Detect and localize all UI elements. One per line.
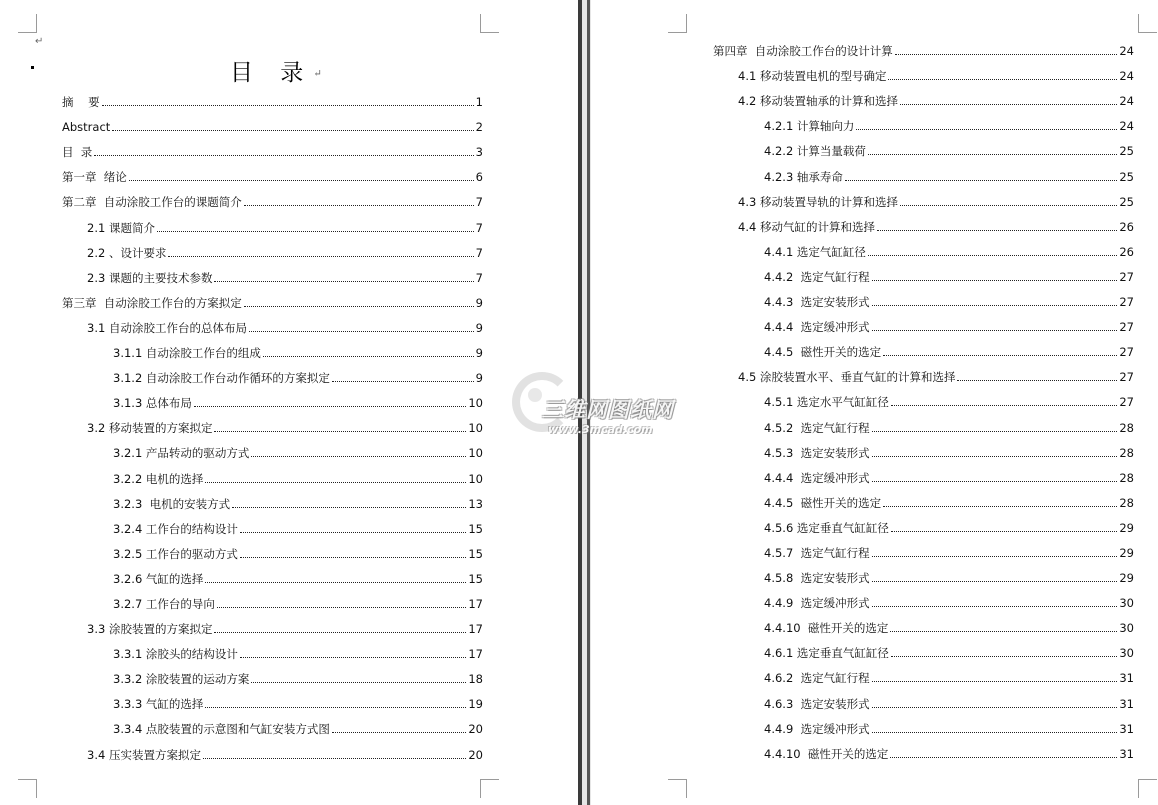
toc-leader-dots <box>891 531 1117 532</box>
toc-entry-page: 25 <box>1119 194 1134 209</box>
toc-entry-page: 28 <box>1119 495 1134 510</box>
toc-leader-dots <box>332 732 466 733</box>
toc-entry[interactable] <box>713 485 1134 510</box>
toc-entry-page: 24 <box>1119 94 1134 109</box>
toc-entry[interactable] <box>713 610 1134 635</box>
toc-entry-title: 第二章 自动涂胶工作台的课题简介 <box>62 195 242 210</box>
toc-entry-title: 4.3 移动装置导轨的计算和选择 <box>738 194 898 209</box>
toc-entry-title: 3.3.1 涂胶头的结构设计 <box>113 647 238 662</box>
toc-entry[interactable] <box>713 736 1134 761</box>
toc-entry[interactable] <box>62 460 483 485</box>
toc-entry-page: 30 <box>1119 646 1134 661</box>
toc-entry-title: 4.2 移动装置轴承的计算和选择 <box>738 94 898 109</box>
toc-entry-page: 27 <box>1119 395 1134 410</box>
toc-entry-title: 3.1 自动涂胶工作台的总体布局 <box>87 320 247 335</box>
toc-leader-dots <box>872 681 1118 682</box>
crop-mark <box>480 779 499 798</box>
toc-entry-title: 2.3 课题的主要技术参数 <box>87 270 213 285</box>
toc-entry-page: 28 <box>1119 470 1134 485</box>
toc-leader-dots <box>129 180 474 181</box>
toc-entry-title: 4.4.1 选定气缸缸径 <box>764 244 866 259</box>
toc-entry[interactable] <box>62 159 483 184</box>
toc-entry-page: 28 <box>1119 420 1134 435</box>
toc-entry-title: 4.5.2 选定气缸行程 <box>764 420 870 435</box>
toc-entry[interactable] <box>713 58 1134 83</box>
toc-entry[interactable] <box>62 511 483 536</box>
toc-entry-title: 4.4.10 磁性开关的选定 <box>764 621 889 636</box>
toc-leader-dots <box>883 506 1117 507</box>
toc-entry-title: 3.2.2 电机的选择 <box>113 471 204 486</box>
toc-entry-page: 3 <box>475 145 483 160</box>
page-edge <box>578 0 582 805</box>
toc-entry-title: 3.2.5 工作台的驱动方式 <box>113 546 238 561</box>
toc-entry-page: 7 <box>475 270 483 285</box>
toc-entry[interactable] <box>713 535 1134 560</box>
toc-entry[interactable] <box>62 686 483 711</box>
toc-entry[interactable] <box>713 309 1134 334</box>
toc-leader-dots <box>890 757 1117 758</box>
toc-leader-dots <box>205 582 466 583</box>
toc-entry[interactable] <box>713 133 1134 158</box>
toc-entry[interactable] <box>62 661 483 686</box>
toc-title <box>230 54 322 87</box>
toc-entry-page: 1 <box>475 95 483 110</box>
toc-leader-dots <box>240 657 466 658</box>
toc-entry-title: 4.4.4 选定缓冲形式 <box>764 470 870 485</box>
toc-entry[interactable] <box>62 84 483 109</box>
toc-entry-page: 28 <box>1119 445 1134 460</box>
toc-entry[interactable] <box>713 33 1134 58</box>
toc-entry-title: 3.2.1 产品转动的驱动方式 <box>113 446 250 461</box>
toc-entry-title: 4.2.1 计算轴向力 <box>764 119 855 134</box>
toc-entry-title: 3.1.2 自动涂胶工作台动作循环的方案拟定 <box>113 371 330 386</box>
toc-entry[interactable] <box>713 184 1134 209</box>
toc-entry-page: 29 <box>1119 571 1134 586</box>
toc-entry[interactable] <box>62 335 483 360</box>
toc-leader-dots <box>232 507 466 508</box>
bullet-dot <box>31 66 34 69</box>
crop-mark <box>18 779 37 798</box>
toc-entry[interactable] <box>62 711 483 736</box>
toc-entry-title: 4.5.8 选定安装形式 <box>764 571 870 586</box>
toc-entry-page: 27 <box>1119 370 1134 385</box>
toc-leader-dots <box>205 482 466 483</box>
toc-entry-page: 19 <box>468 697 483 712</box>
toc-entry-title: 4.4 移动气缸的计算和选择 <box>738 219 875 234</box>
page-edge <box>587 0 590 805</box>
crop-mark <box>668 14 687 33</box>
toc-entry-title: 4.4.4 选定缓冲形式 <box>764 320 870 335</box>
toc-leader-dots <box>883 355 1117 356</box>
toc-entry-title: 4.6.1 选定垂直气缸缸径 <box>764 646 889 661</box>
crop-mark <box>18 14 37 33</box>
toc-entry[interactable] <box>62 611 483 636</box>
toc-entry-page: 24 <box>1119 119 1134 134</box>
toc-entry-title: 目 录 <box>62 145 93 160</box>
toc-leader-dots <box>168 256 473 257</box>
toc-entry-title: 4.4.2 选定气缸行程 <box>764 269 870 284</box>
toc-entry-title: 4.6.3 选定安装形式 <box>764 696 870 711</box>
toc-entry-page: 27 <box>1119 295 1134 310</box>
toc-entry-page: 9 <box>475 295 483 310</box>
toc-entry-page: 13 <box>468 496 483 511</box>
toc-entry[interactable] <box>62 209 483 234</box>
toc-leader-dots <box>872 431 1118 432</box>
toc-entry-page: 17 <box>468 596 483 611</box>
toc-entry[interactable] <box>62 410 483 435</box>
toc-entry-title: 4.4.5 磁性开关的选定 <box>764 345 882 360</box>
toc-entry[interactable] <box>713 435 1134 460</box>
toc-entry-title: 3.2.3 电机的安装方式 <box>113 496 231 511</box>
toc-entry-page: 10 <box>468 421 483 436</box>
toc-leader-dots <box>214 431 466 432</box>
toc-leader-dots <box>891 656 1117 657</box>
toc-entry-page: 7 <box>475 245 483 260</box>
toc-entry-title: 3.1.3 总体布局 <box>113 396 192 411</box>
toc-entry[interactable] <box>62 260 483 285</box>
toc-leader-dots <box>244 205 474 206</box>
toc-entry-page: 31 <box>1119 721 1134 736</box>
toc-entry[interactable] <box>713 334 1134 359</box>
toc-entry-title: 4.5.3 选定安装形式 <box>764 445 870 460</box>
toc-entry-title: Abstract <box>62 120 111 135</box>
toc-entry[interactable] <box>713 83 1134 108</box>
toc-entry-title: 4.2.3 轴承寿命 <box>764 169 843 184</box>
toc-entry-page: 30 <box>1119 596 1134 611</box>
paragraph-mark: ↵ <box>313 68 322 80</box>
toc-entry[interactable] <box>62 184 483 209</box>
toc-entry-title: 3.2.7 工作台的导向 <box>113 596 215 611</box>
toc-entry-page: 31 <box>1119 746 1134 761</box>
toc-entry-title: 4.6.2 选定气缸行程 <box>764 671 870 686</box>
toc-entry-page: 15 <box>468 571 483 586</box>
toc-entry-title: 4.5 涂胶装置水平、垂直气缸的计算和选择 <box>738 370 956 385</box>
toc-entry-page: 2 <box>475 120 483 135</box>
toc-entry[interactable] <box>713 359 1134 384</box>
toc-entry-page: 20 <box>468 747 483 762</box>
toc-entry-title: 3.1.1 自动涂胶工作台的组成 <box>113 346 261 361</box>
toc-leader-dots <box>194 406 466 407</box>
toc-entry-page: 27 <box>1119 320 1134 335</box>
toc-entry-title: 第一章 绪论 <box>62 170 127 185</box>
toc-entry[interactable] <box>62 109 483 134</box>
toc-entry-page: 18 <box>468 672 483 687</box>
toc-entry-page: 10 <box>468 396 483 411</box>
toc-leader-dots <box>872 305 1118 306</box>
toc-leader-dots <box>251 456 466 457</box>
crop-mark <box>480 14 499 33</box>
toc-entry[interactable] <box>713 560 1134 585</box>
toc-leader-dots <box>251 682 466 683</box>
toc-entry-title: 3.2 移动装置的方案拟定 <box>87 421 213 436</box>
toc-entry[interactable] <box>713 660 1134 685</box>
toc-entry-title: 4.5.7 选定气缸行程 <box>764 545 870 560</box>
toc-leader-dots <box>868 154 1117 155</box>
toc-entry-page: 9 <box>475 371 483 386</box>
toc-entry-page: 7 <box>475 220 483 235</box>
toc-entry[interactable] <box>713 234 1134 259</box>
toc-entry[interactable] <box>62 586 483 611</box>
toc-leader-dots <box>249 331 474 332</box>
toc-entry[interactable] <box>62 235 483 260</box>
toc-leader-dots <box>877 230 1117 231</box>
toc-leader-dots <box>203 758 466 759</box>
toc-entry-title: 2.2 、设计要求 <box>87 245 167 260</box>
toc-entry-title: 3.3.2 涂胶装置的运动方案 <box>113 672 250 687</box>
toc-leader-dots <box>891 405 1117 406</box>
toc-entry-page: 15 <box>468 521 483 536</box>
toc-leader-dots <box>872 456 1118 457</box>
toc-entry-title: 3.2.4 工作台的结构设计 <box>113 521 238 536</box>
toc-entry-page: 20 <box>468 722 483 737</box>
toc-entry-page: 27 <box>1119 345 1134 360</box>
toc-entry[interactable] <box>62 736 483 761</box>
crop-mark <box>1138 779 1157 798</box>
toc-entry[interactable] <box>62 435 483 460</box>
toc-leader-dots <box>868 255 1117 256</box>
toc-entry-page: 26 <box>1119 219 1134 234</box>
toc-entry-page: 26 <box>1119 244 1134 259</box>
toc-entry[interactable] <box>713 259 1134 284</box>
watermark-url: www.3mcad.com <box>548 423 653 436</box>
toc-entry[interactable] <box>713 158 1134 183</box>
toc-title-text: 目 录 <box>230 60 314 86</box>
crop-mark <box>668 779 687 798</box>
toc-entry[interactable] <box>62 310 483 335</box>
toc-entry[interactable] <box>62 636 483 661</box>
toc-leader-dots <box>217 607 466 608</box>
toc-entry[interactable] <box>713 384 1134 409</box>
toc-entry[interactable] <box>713 460 1134 485</box>
toc-leader-dots <box>205 707 466 708</box>
toc-list-right <box>713 33 1134 761</box>
toc-leader-dots <box>900 104 1117 105</box>
page-divider <box>578 0 591 805</box>
toc-list-left <box>62 84 483 762</box>
toc-entry-title: 4.4.10 磁性开关的选定 <box>764 746 889 761</box>
toc-entry[interactable] <box>713 711 1134 736</box>
toc-entry-page: 24 <box>1119 44 1134 59</box>
toc-leader-dots <box>94 155 473 156</box>
toc-leader-dots <box>957 380 1117 381</box>
toc-entry-title: 4.4.9 选定缓冲形式 <box>764 596 870 611</box>
toc-entry-title: 4.1 移动装置电机的型号确定 <box>738 69 887 84</box>
toc-leader-dots <box>890 631 1117 632</box>
toc-leader-dots <box>895 54 1118 55</box>
toc-entry[interactable] <box>62 385 483 410</box>
toc-leader-dots <box>263 356 474 357</box>
toc-leader-dots <box>112 130 473 131</box>
toc-entry-title: 4.5.1 选定水平气缸缸径 <box>764 395 889 410</box>
toc-entry-page: 29 <box>1119 520 1134 535</box>
toc-entry-page: 31 <box>1119 671 1134 686</box>
toc-entry[interactable] <box>713 685 1134 710</box>
toc-entry-page: 27 <box>1119 269 1134 284</box>
toc-entry[interactable] <box>62 561 483 586</box>
toc-entry[interactable] <box>713 284 1134 309</box>
toc-entry-page: 30 <box>1119 621 1134 636</box>
toc-entry[interactable] <box>713 635 1134 660</box>
toc-leader-dots <box>888 79 1117 80</box>
toc-leader-dots <box>845 180 1117 181</box>
toc-entry-page: 15 <box>468 546 483 561</box>
toc-entry[interactable] <box>713 108 1134 133</box>
toc-entry-title: 4.2.2 计算当量载荷 <box>764 144 866 159</box>
watermark-brand: 三维网图纸网 <box>542 398 674 422</box>
toc-entry-title: 第四章 自动涂胶工作台的设计计算 <box>713 44 893 59</box>
toc-entry-title: 3.3.3 气缸的选择 <box>113 697 204 712</box>
toc-entry-page: 9 <box>475 346 483 361</box>
toc-entry-title: 4.4.5 磁性开关的选定 <box>764 495 882 510</box>
toc-entry-page: 10 <box>468 471 483 486</box>
toc-leader-dots <box>872 556 1118 557</box>
toc-leader-dots <box>102 105 474 106</box>
toc-leader-dots <box>872 280 1118 281</box>
toc-leader-dots <box>244 306 474 307</box>
toc-leader-dots <box>240 532 466 533</box>
toc-entry-page: 9 <box>475 320 483 335</box>
toc-entry-page: 24 <box>1119 69 1134 84</box>
toc-entry-title: 3.4 压实装置方案拟定 <box>87 747 201 762</box>
toc-entry-title: 2.1 课题简介 <box>87 220 155 235</box>
toc-entry[interactable] <box>713 409 1134 434</box>
toc-entry-title: 4.4.9 选定缓冲形式 <box>764 721 870 736</box>
toc-entry[interactable] <box>713 209 1134 234</box>
toc-entry-page: 10 <box>468 446 483 461</box>
toc-leader-dots <box>214 281 473 282</box>
toc-entry[interactable] <box>713 510 1134 535</box>
toc-leader-dots <box>214 632 466 633</box>
toc-entry-page: 6 <box>475 170 483 185</box>
toc-entry-title: 第三章 自动涂胶工作台的方案拟定 <box>62 295 242 310</box>
toc-leader-dots <box>872 581 1118 582</box>
toc-leader-dots <box>872 481 1118 482</box>
toc-entry-page: 17 <box>468 622 483 637</box>
toc-entry-page: 25 <box>1119 144 1134 159</box>
paragraph-mark: ↵ <box>35 36 44 47</box>
toc-entry-page: 25 <box>1119 169 1134 184</box>
toc-entry[interactable] <box>62 285 483 310</box>
toc-entry[interactable] <box>62 360 483 385</box>
toc-entry[interactable] <box>62 486 483 511</box>
toc-entry-page: 7 <box>475 195 483 210</box>
toc-leader-dots <box>872 330 1118 331</box>
toc-leader-dots <box>900 205 1117 206</box>
toc-entry-page: 31 <box>1119 696 1134 711</box>
toc-entry-title: 3.2.6 气缸的选择 <box>113 571 204 586</box>
toc-leader-dots <box>872 707 1118 708</box>
toc-entry-title: 3.3.4 点胶装置的示意图和气缸安装方式图 <box>113 722 330 737</box>
toc-leader-dots <box>240 557 466 558</box>
toc-leader-dots <box>157 231 474 232</box>
toc-entry[interactable] <box>62 134 483 159</box>
toc-entry-page: 29 <box>1119 545 1134 560</box>
document-page-left <box>0 0 578 805</box>
toc-entry-title: 摘 要 <box>62 95 100 110</box>
toc-entry-title: 3.3 涂胶装置的方案拟定 <box>87 622 213 637</box>
toc-entry-title: 4.5.6 选定垂直气缸缸径 <box>764 520 889 535</box>
toc-leader-dots <box>856 129 1117 130</box>
toc-leader-dots <box>872 732 1118 733</box>
toc-entry[interactable] <box>713 585 1134 610</box>
toc-entry[interactable] <box>62 536 483 561</box>
toc-entry-title: 4.4.3 选定安装形式 <box>764 295 870 310</box>
crop-mark <box>1138 14 1157 33</box>
toc-entry-page: 17 <box>468 647 483 662</box>
toc-leader-dots <box>872 606 1118 607</box>
toc-leader-dots <box>332 381 474 382</box>
